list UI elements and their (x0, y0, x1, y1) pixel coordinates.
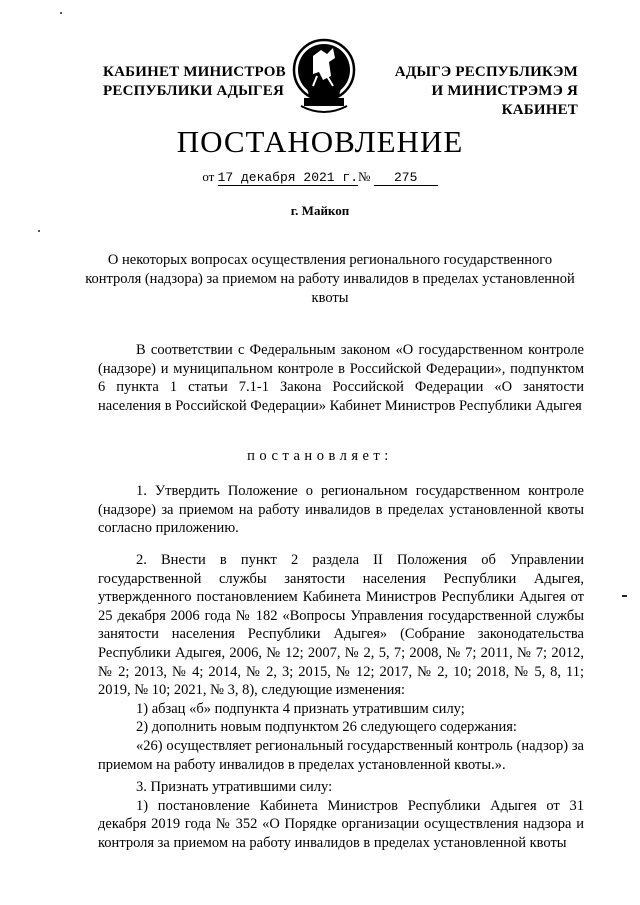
document-subject: О некоторых вопросах осуществления регионального государственного контроля (надзора) за приемом на работу инвалидов в пределах установленной квоты (85, 252, 575, 306)
header-left-line2: РЕСПУБЛИКИ АДЫГЕЯ (103, 83, 285, 99)
item-3 (98, 778, 584, 852)
item-2-text: 2. Внести в пункт 2 раздела II Положения об Управлении государственной службы занятости населения Республики Адыгея, утвержденного постановлением Кабинета Министров Республики Адыгея от 25 декабря 2006 года № 182 «Вопросы Управления государственной службы занятости населения Республики Адыгея» (Собрание законодательства Республики Адыгея, 2006, № 12; 2007, № 2, 5, 7; 2008, № 7; 2011, № 7; 2012, № 2; 2013, № 4; 2014, № 2, 3; 2015, № 12; 2017, № 2, 10; 2018, № 5, 8, 11; 2019, № 10; 2021, № 3, 8), следующие изменения: (98, 552, 584, 699)
city: г. Майкоп (290, 203, 350, 218)
preamble (98, 341, 584, 415)
scan-mark (622, 595, 627, 600)
header-left (103, 63, 286, 101)
date-prefix: от (202, 169, 215, 184)
scan-speck (38, 230, 40, 232)
item-2-sub-1: 1) абзац «б» подпункта 4 признать утратившим силу; (136, 700, 465, 717)
item-1-text: 1. Утвердить Положение о региональном государственном контроле (надзоре) за приемом на работу инвалидов в пределах установленной квоты согласно приложению. (98, 483, 584, 537)
document-number: 275 (374, 170, 438, 186)
item-3-text: 3. Признать утратившими силу: (136, 779, 333, 795)
header-right-line1: АДЫГЭ РЕСПУБЛИКЭМ (394, 64, 578, 80)
item-2-sub-2: 2) дополнить новым подпунктом 26 следующего содержания: (136, 719, 517, 736)
item-1 (98, 482, 584, 538)
header-right-line2: И МИНИСТРЭМЭ Я КАБИНЕТ (431, 83, 578, 118)
number-label: № (358, 169, 371, 184)
preamble-text: В соответствии с Федеральным законом «О государственном контроле (надзоре) и муниципальном контроле в Российской Федерации», подпунктом 6 пункта 1 статьи 7.1-1 Закона Российской Федерации «О занятости населения в Российской Федерации» Кабинет Министров Республики Адыгея (98, 342, 584, 414)
header-left-line1: КАБИНЕТ МИНИСТРОВ (103, 64, 286, 80)
document-title: ПОСТАНОВЛЕНИЕ (176, 124, 464, 159)
item-3-sub-1: 1) постановление Кабинета Министров Республики Адыгея от 31 декабря 2019 года № 352 «О Порядке организации осуществления надзора и контроля за приемом на работу инвалидов в пределах установленной квоты (98, 797, 584, 851)
header-right (372, 63, 578, 120)
decree-word: постановляет: (247, 448, 393, 464)
item-2-quote: «26) осуществляет региональный государственный контроль (надзор) за приемом на работу инвалидов в пределах установленной квоты.». (98, 737, 584, 773)
scan-speck (60, 12, 62, 14)
document-date: 17 декабря 2021 г. (217, 170, 359, 185)
item-2 (98, 551, 584, 774)
coat-of-arms-icon (283, 36, 365, 118)
date-line (0, 169, 640, 186)
